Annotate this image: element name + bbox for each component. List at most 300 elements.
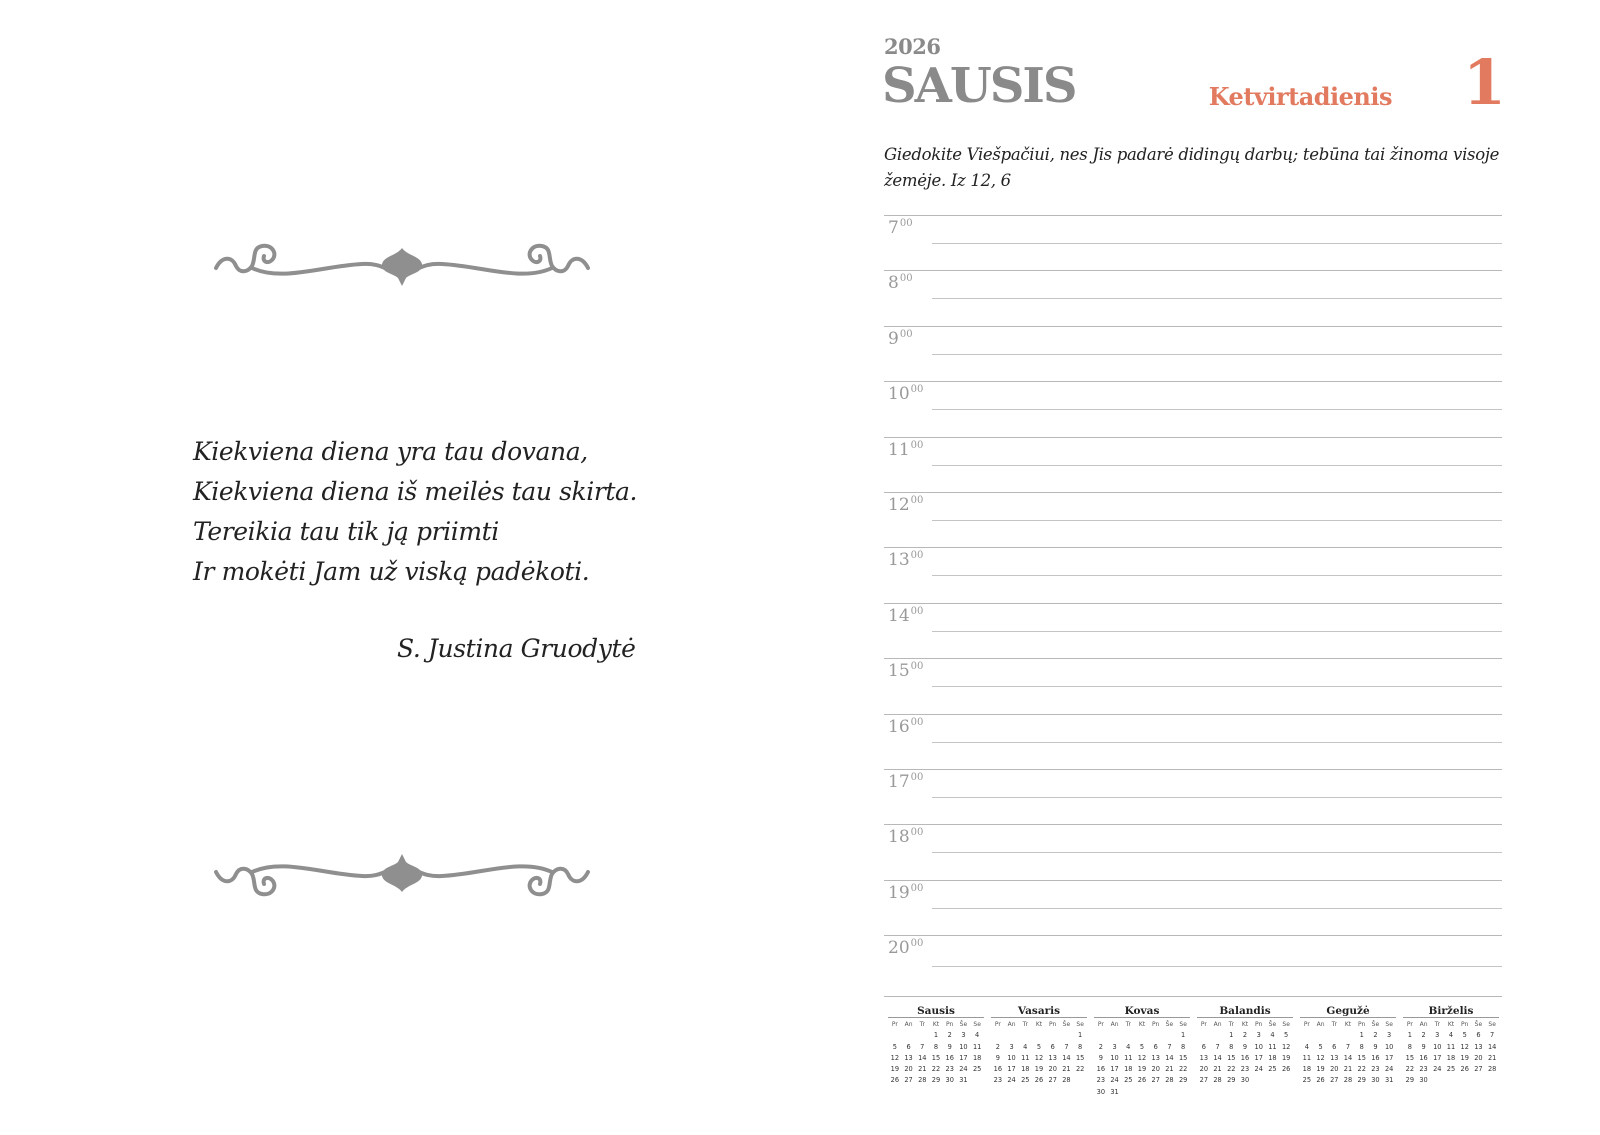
day-cell: 30	[1240, 1076, 1250, 1085]
day-cell: 12	[1281, 1042, 1291, 1051]
hour-number: 8	[888, 273, 899, 294]
day-cell: 12	[1034, 1053, 1044, 1062]
day-cell: 6	[906, 1042, 911, 1051]
day-cell: 28	[1343, 1076, 1353, 1085]
day-cell: 28	[1213, 1076, 1222, 1085]
day-cell: 2	[947, 1031, 952, 1040]
day-cell: 21	[1487, 1053, 1497, 1062]
day-cell: 29	[1178, 1076, 1188, 1085]
day-cell: 19	[1137, 1065, 1147, 1074]
empty-cell	[1327, 1030, 1341, 1041]
day-cell: 25	[1268, 1065, 1277, 1074]
day-cell: 19	[1460, 1053, 1469, 1062]
poem-author: S. Justina Gruodytė	[397, 634, 636, 663]
poem-line: Ir mokėti Jam už viską padėkoti.	[193, 557, 590, 586]
weekday-header: Pn	[1461, 1021, 1469, 1028]
weekday-header: Pn	[1255, 1021, 1263, 1028]
hour-row	[884, 769, 1502, 824]
day-cell: 13	[1048, 1053, 1057, 1062]
mini-calendar-grid	[991, 1019, 1087, 1087]
hour-label	[888, 772, 923, 792]
day-cell: 25	[1021, 1076, 1030, 1085]
day-cell: 24	[1254, 1065, 1263, 1074]
hour-number: 7	[888, 218, 899, 238]
empty-cell	[1121, 1030, 1135, 1041]
hour-number: 15	[888, 661, 910, 682]
weekday-header: Kt	[1138, 1021, 1146, 1028]
day-cell: 4	[975, 1031, 980, 1040]
day-cell: 18	[972, 1053, 982, 1062]
day-cell: 15	[1357, 1053, 1366, 1062]
day-cell: 31	[1110, 1087, 1119, 1096]
day-cell: 17	[959, 1053, 968, 1062]
day-cell: 7	[1345, 1042, 1351, 1051]
day-cell: 6	[1153, 1042, 1158, 1051]
day-cell: 9	[1098, 1053, 1103, 1062]
day-cell: 24	[959, 1065, 968, 1074]
hour-minutes: 00	[910, 439, 924, 451]
empty-cell	[1314, 1030, 1328, 1041]
day-cell: 27	[904, 1076, 913, 1085]
day-cell: 13	[1330, 1053, 1339, 1062]
day-cell: 4	[1304, 1042, 1309, 1051]
day-cell: 16	[945, 1053, 954, 1062]
day-cell: 9	[995, 1053, 1000, 1062]
weekday-header: Tr	[1228, 1021, 1234, 1028]
hour-number: 18	[888, 827, 910, 848]
day-cell: 23	[1371, 1065, 1380, 1074]
weekday-header: An	[1007, 1021, 1016, 1028]
empty-cell	[1046, 1030, 1060, 1041]
weekday-header: Kt	[1447, 1021, 1455, 1028]
day-cell: 3	[1435, 1031, 1440, 1040]
empty-cell	[902, 1030, 916, 1041]
day-cell: 2	[995, 1042, 1000, 1051]
day-cell: 4	[1448, 1031, 1454, 1040]
day-cell: 28	[1487, 1065, 1497, 1074]
day-cell: 13	[1474, 1042, 1483, 1051]
day-cell: 2	[1421, 1031, 1426, 1040]
day-cell: 5	[892, 1042, 897, 1051]
hour-minutes: 00	[899, 328, 913, 340]
hour-minutes: 00	[899, 273, 913, 285]
day-cell: 6	[1476, 1031, 1481, 1040]
hour-label	[888, 883, 923, 903]
day-cell: 16	[993, 1065, 1003, 1074]
day-cell: 18	[1021, 1065, 1030, 1074]
day-cell: 5	[1139, 1042, 1145, 1051]
day-cell: 1	[1181, 1031, 1186, 1040]
empty-cell	[915, 1030, 929, 1041]
day-cell: 28	[918, 1076, 927, 1085]
mini-calendar-month: Kovas	[1094, 1005, 1190, 1018]
day-cell: 25	[1446, 1065, 1456, 1074]
weekday-header: Tr	[1125, 1021, 1131, 1028]
day-cell: 10	[1110, 1053, 1119, 1062]
day-cell: 5	[1462, 1031, 1467, 1040]
day-cell: 17	[1254, 1053, 1263, 1062]
weekday-header: Se	[973, 1021, 981, 1028]
day-cell: 22	[1357, 1065, 1366, 1074]
weekday-header: Še	[1165, 1021, 1174, 1028]
hour-number: 14	[888, 605, 910, 626]
day-cell: 1	[1407, 1031, 1412, 1040]
day-cell: 9	[1421, 1042, 1426, 1051]
empty-cell	[1163, 1030, 1177, 1041]
day-cell: 15	[1405, 1053, 1415, 1062]
day-cell: 23	[1240, 1065, 1250, 1074]
hour-row	[884, 824, 1502, 879]
hour-minutes: 00	[910, 827, 924, 839]
day-cell: 11	[972, 1042, 982, 1051]
mini-calendar-grid	[1197, 1019, 1293, 1087]
hour-number: 16	[888, 716, 910, 737]
weekday-header: Pn	[1358, 1021, 1366, 1028]
day-cell: 1	[1359, 1031, 1364, 1040]
day-cell: 14	[1343, 1053, 1353, 1062]
hour-row	[884, 714, 1502, 769]
day-cell: 3	[961, 1031, 966, 1040]
hour-minutes: 00	[910, 882, 924, 894]
day-cell: 14	[1487, 1042, 1497, 1051]
day-cell: 18	[1446, 1053, 1456, 1062]
hour-minutes: 00	[910, 716, 924, 728]
half-hour-line	[932, 797, 1502, 798]
day-cell: 30	[1096, 1087, 1106, 1096]
day-cell: 18	[1302, 1065, 1312, 1074]
empty-cell	[1094, 1030, 1108, 1041]
day-cell: 17	[1110, 1065, 1119, 1074]
mini-calendar-month: Sausis	[888, 1005, 984, 1018]
day-cell: 24	[1110, 1076, 1119, 1085]
weekday-label: Ketvirtadienis	[1208, 82, 1392, 111]
day-cell: 6	[1201, 1042, 1206, 1051]
empty-cell	[1005, 1030, 1019, 1041]
day-cell: 11	[1021, 1053, 1030, 1062]
day-cell: 16	[1240, 1053, 1250, 1062]
day-cell: 24	[1007, 1076, 1016, 1085]
day-cell: 29	[1357, 1076, 1366, 1085]
day-cell: 2	[1098, 1042, 1103, 1051]
hour-label	[888, 938, 923, 958]
day-cell: 7	[1064, 1042, 1069, 1051]
day-cell: 15	[1227, 1053, 1236, 1062]
day-cell: 30	[1419, 1076, 1428, 1085]
weekday-header: Se	[1179, 1021, 1187, 1028]
day-cell: 15	[1075, 1053, 1085, 1062]
day-cell: 8	[1359, 1042, 1364, 1051]
day-cell: 27	[1048, 1076, 1057, 1085]
weekday-header: Pr	[891, 1021, 898, 1028]
day-cell: 14	[1213, 1053, 1222, 1062]
day-cell: 24	[1384, 1065, 1394, 1074]
hour-label	[888, 717, 923, 737]
hour-label	[888, 606, 923, 626]
half-hour-line	[932, 298, 1502, 299]
day-cell: 8	[1407, 1042, 1412, 1051]
mini-calendar	[991, 1005, 1087, 1087]
day-cell: 17	[1007, 1065, 1016, 1074]
day-cell: 28	[1062, 1076, 1071, 1085]
half-hour-line	[932, 575, 1502, 576]
half-hour-line	[932, 742, 1502, 743]
hour-row	[884, 215, 1502, 270]
day-cell: 11	[1446, 1042, 1456, 1051]
day-cell: 26	[1281, 1065, 1291, 1074]
day-cell: 12	[890, 1053, 900, 1062]
hour-number: 17	[888, 771, 910, 792]
day-cell: 11	[1302, 1053, 1312, 1062]
mini-calendars	[884, 1005, 1502, 1115]
weekday-header: Pr	[1200, 1021, 1207, 1028]
day-cell: 14	[918, 1053, 927, 1062]
day-cell: 20	[1330, 1065, 1339, 1074]
day-cell: 22	[1178, 1065, 1188, 1074]
day-cell: 8	[933, 1042, 939, 1051]
day-cell: 31	[1384, 1076, 1394, 1085]
day-cell: 16	[1371, 1053, 1380, 1062]
day-cell: 14	[1165, 1053, 1174, 1062]
day-cell: 13	[904, 1053, 913, 1062]
weekday-header: Še	[1268, 1021, 1277, 1028]
day-cell: 8	[1078, 1042, 1083, 1051]
hour-minutes: 00	[910, 384, 924, 396]
day-cell: 21	[1062, 1065, 1071, 1074]
day-cell: 29	[1405, 1076, 1415, 1085]
hour-row	[884, 381, 1502, 436]
day-cell: 11	[1268, 1042, 1277, 1051]
hour-label	[888, 218, 913, 238]
hour-number: 12	[888, 494, 910, 515]
hour-number: 19	[888, 882, 910, 903]
day-cell: 2	[1373, 1031, 1378, 1040]
weekday-header: Se	[1488, 1021, 1496, 1028]
half-hour-line	[932, 686, 1502, 687]
mini-calendar-month: Gegužė	[1300, 1005, 1396, 1018]
mini-calendar	[1197, 1005, 1293, 1087]
day-cell: 31	[959, 1076, 968, 1085]
poem-line: Kiekviena diena yra tau dovana,	[193, 437, 588, 466]
mini-calendar	[1403, 1005, 1499, 1087]
day-cell: 11	[1124, 1053, 1133, 1062]
hour-minutes: 00	[910, 550, 924, 562]
poem-line: Kiekviena diena iš meilės tau skirta.	[193, 477, 638, 506]
day-cell: 4	[1126, 1042, 1131, 1051]
hour-row	[884, 880, 1502, 935]
mini-calendar-grid	[1094, 1019, 1190, 1098]
weekday-header: Kt	[1344, 1021, 1352, 1028]
half-hour-line	[932, 908, 1502, 909]
day-cell: 2	[1242, 1031, 1248, 1040]
hour-row	[884, 658, 1502, 713]
hour-label	[888, 440, 923, 460]
day-cell: 22	[1075, 1065, 1085, 1074]
day-cell: 12	[1137, 1053, 1147, 1062]
weekday-header: Še	[959, 1021, 968, 1028]
poem-line: Tereikia tau tik ją priimti	[193, 517, 499, 546]
half-hour-line	[932, 354, 1502, 355]
day-cell: 5	[1284, 1031, 1289, 1040]
day-cell: 23	[1419, 1065, 1428, 1074]
hour-label	[888, 329, 913, 349]
weekday-header: Še	[1062, 1021, 1071, 1028]
empty-cell	[1197, 1030, 1211, 1041]
mini-calendar-month: Birželis	[1403, 1005, 1499, 1018]
day-cell: 17	[1433, 1053, 1442, 1062]
hour-minutes: 00	[910, 938, 924, 950]
half-hour-line	[932, 243, 1502, 244]
hour-row	[884, 270, 1502, 325]
day-cell: 22	[931, 1065, 941, 1074]
day-cell: 22	[1227, 1065, 1236, 1074]
day-cell: 6	[1050, 1042, 1055, 1051]
hour-row	[884, 437, 1502, 492]
half-hour-line	[932, 966, 1502, 967]
day-cell: 3	[1009, 1042, 1014, 1051]
empty-cell	[1135, 1030, 1149, 1041]
day-cell: 9	[947, 1042, 952, 1051]
day-cell: 1	[933, 1031, 939, 1040]
half-hour-line	[932, 465, 1502, 466]
day-cell: 23	[945, 1065, 954, 1074]
weekday-header: An	[1419, 1021, 1428, 1028]
mini-calendar	[1300, 1005, 1396, 1087]
empty-cell	[991, 1030, 1005, 1041]
day-cell: 16	[1419, 1053, 1428, 1062]
half-hour-line	[932, 631, 1502, 632]
day-cell: 23	[993, 1076, 1003, 1085]
hour-minutes: 00	[910, 771, 924, 783]
weekday-header: Kt	[1035, 1021, 1043, 1028]
day-cell: 7	[1490, 1031, 1495, 1040]
weekday-header: Pr	[1406, 1021, 1413, 1028]
weekday-header: Pr	[1097, 1021, 1104, 1028]
poem	[193, 432, 653, 592]
empty-cell	[1018, 1030, 1032, 1041]
day-cell: 27	[1330, 1076, 1339, 1085]
day-cell: 21	[1165, 1065, 1174, 1074]
day-cell: 20	[1199, 1065, 1209, 1074]
day-cell: 19	[1034, 1065, 1044, 1074]
mini-calendar-grid	[1300, 1019, 1396, 1087]
mini-calendar-month: Balandis	[1197, 1005, 1293, 1018]
mini-calendar	[888, 1005, 984, 1087]
weekday-header: Tr	[1434, 1021, 1440, 1028]
empty-cell	[1108, 1030, 1122, 1041]
weekday-header: Še	[1371, 1021, 1380, 1028]
hour-number: 20	[888, 938, 910, 959]
day-cell: 20	[1048, 1065, 1057, 1074]
day-cell: 27	[1474, 1065, 1483, 1074]
empty-cell	[1211, 1030, 1225, 1041]
day-cell: 9	[1373, 1042, 1378, 1051]
weekday-header: Pr	[1303, 1021, 1310, 1028]
hour-label	[888, 273, 913, 293]
half-hour-line	[932, 852, 1502, 853]
month-title: SAUSIS	[882, 58, 1076, 114]
weekday-header: An	[1316, 1021, 1325, 1028]
day-cell: 17	[1384, 1053, 1394, 1062]
day-cell: 26	[1034, 1076, 1044, 1085]
day-cell: 12	[1316, 1053, 1325, 1062]
weekday-header: Se	[1282, 1021, 1290, 1028]
weekday-header: Kt	[1241, 1021, 1249, 1028]
day-cell: 8	[1229, 1042, 1234, 1051]
day-cell: 7	[920, 1042, 925, 1051]
half-hour-line	[932, 409, 1502, 410]
hour-number: 11	[888, 439, 910, 460]
day-cell: 26	[1137, 1076, 1147, 1085]
day-cell: 8	[1181, 1042, 1186, 1051]
hour-row	[884, 547, 1502, 602]
day-cell: 10	[1007, 1053, 1016, 1062]
half-hour-line	[932, 520, 1502, 521]
schedule-bottom-rule	[884, 996, 1502, 997]
day-cell: 14	[1062, 1053, 1071, 1062]
day-cell: 6	[1332, 1042, 1337, 1051]
day-cell: 10	[1254, 1042, 1263, 1051]
empty-cell	[1149, 1030, 1163, 1041]
weekday-header: Tr	[919, 1021, 925, 1028]
weekday-header: Se	[1076, 1021, 1084, 1028]
day-cell: 3	[1256, 1031, 1261, 1040]
weekday-header: An	[1213, 1021, 1222, 1028]
mini-calendar-grid	[888, 1019, 984, 1087]
day-cell: 20	[904, 1065, 913, 1074]
day-cell: 30	[945, 1076, 954, 1085]
day-cell: 22	[1405, 1065, 1415, 1074]
right-page	[800, 0, 1600, 1135]
day-cell: 4	[1023, 1042, 1028, 1051]
hour-minutes: 00	[899, 218, 913, 229]
empty-cell	[1032, 1030, 1046, 1041]
weekday-header: Pn	[1152, 1021, 1160, 1028]
day-cell: 13	[1199, 1053, 1209, 1062]
day-cell: 5	[1036, 1042, 1042, 1051]
day-cell: 4	[1270, 1031, 1275, 1040]
day-cell: 21	[1213, 1065, 1222, 1074]
day-cell: 25	[1124, 1076, 1133, 1085]
day-cell: 24	[1433, 1065, 1442, 1074]
bottom-ornament-icon	[212, 842, 592, 902]
day-cell: 20	[1474, 1053, 1483, 1062]
hourly-schedule	[884, 215, 1502, 995]
hour-label	[888, 827, 923, 847]
hour-minutes: 00	[910, 661, 924, 673]
day-cell: 23	[1096, 1076, 1106, 1085]
day-cell: 21	[1343, 1065, 1353, 1074]
weekday-header: Pr	[994, 1021, 1001, 1028]
empty-cell	[1300, 1030, 1314, 1041]
day-cell: 1	[1229, 1031, 1234, 1040]
day-cell: 21	[918, 1065, 927, 1074]
bible-verse: Giedokite Viešpačiui, nes Jis padarė didingų darbų; tebūna tai žinoma visoje žemėje. Iz 12, 6	[884, 145, 1500, 190]
day-cell: 26	[890, 1076, 900, 1085]
day-cell: 9	[1242, 1042, 1248, 1051]
hour-row	[884, 326, 1502, 381]
day-cell: 3	[1387, 1031, 1392, 1040]
day-cell: 15	[931, 1053, 941, 1062]
weekday-header: Pn	[1049, 1021, 1057, 1028]
weekday-header: An	[904, 1021, 913, 1028]
hour-label	[888, 384, 923, 404]
day-cell: 19	[1316, 1065, 1325, 1074]
day-cell: 7	[1167, 1042, 1172, 1051]
hour-label	[888, 550, 923, 570]
weekday-header: Pn	[946, 1021, 954, 1028]
day-cell: 27	[1199, 1076, 1209, 1085]
empty-cell	[1341, 1030, 1355, 1041]
